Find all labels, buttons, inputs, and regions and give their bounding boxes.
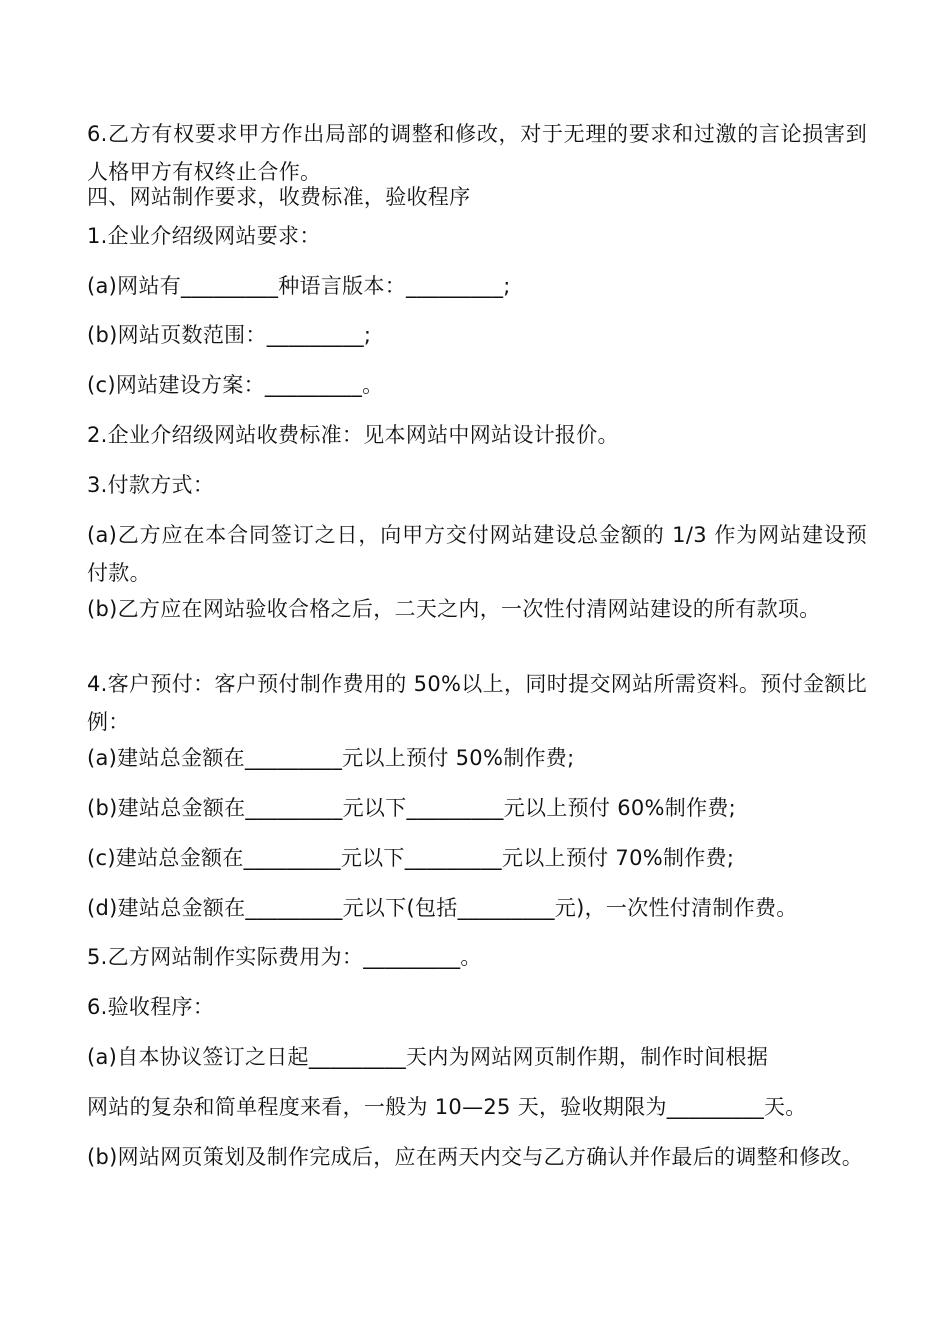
paragraph-full-payment: (d)建站总金额在_________元以下(包括_________元)，一次性付清制作费。 xyxy=(87,896,798,920)
paragraph-page-range: (b)网站页数范围：_________; xyxy=(87,323,372,347)
paragraph-customer-prepay: 4.客户预付：客户预付制作费用的 50%以上，同时提交网站所需资料。预付金额比例： xyxy=(87,672,867,734)
paragraph-website-requirements: 1.企业介绍级网站要求： xyxy=(87,224,321,248)
paragraph-acceptance-period: 网站的复杂和简单程度来看，一般为 10—25 天，验收期限为_________天。 xyxy=(87,1095,807,1119)
paragraph-payment-method: 3.付款方式： xyxy=(87,473,215,497)
section-heading-4: 四、网站制作要求，收费标准，验收程序 xyxy=(87,185,471,209)
paragraph-prepay-50: (a)建站总金额在_________元以上预付 50%制作费; xyxy=(87,746,575,770)
paragraph-prepay-70: (c)建站总金额在_________元以下_________元以上预付 70%制作费; xyxy=(87,846,735,870)
paragraph-actual-cost: 5.乙方网站制作实际费用为：_________。 xyxy=(87,945,482,969)
paragraph-final-payment: (b)乙方应在网站验收合格之后，二天之内，一次性付清网站建设的所有款项。 xyxy=(87,597,821,621)
paragraph-advance-payment: (a)乙方应在本合同签订之日，向甲方交付网站建设总金额的 1/3 作为网站建设预付款。 xyxy=(87,523,867,585)
paragraph-clause-6: 6.乙方有权要求甲方作出局部的调整和修改，对于无理的要求和过激的言论损害到人格甲方有权终止合作。 xyxy=(87,122,867,184)
paragraph-prepay-60: (b)建站总金额在_________元以下_________元以上预付 60%制作费; xyxy=(87,796,737,820)
paragraph-acceptance-procedure: 6.验收程序： xyxy=(87,995,215,1019)
paragraph-fee-standard: 2.企业介绍级网站收费标准：见本网站中网站设计报价。 xyxy=(87,423,619,447)
paragraph-final-adjustment: (b)网站网页策划及制作完成后，应在两天内交与乙方确认并作最后的调整和修改。 xyxy=(87,1145,864,1169)
paragraph-build-plan: (c)网站建设方案：_________。 xyxy=(87,373,384,397)
paragraph-production-period: (a)自本协议签订之日起_________天内为网站网页制作期，制作时间根据 xyxy=(87,1045,769,1069)
paragraph-language-versions: (a)网站有_________种语言版本：_________; xyxy=(87,274,511,298)
